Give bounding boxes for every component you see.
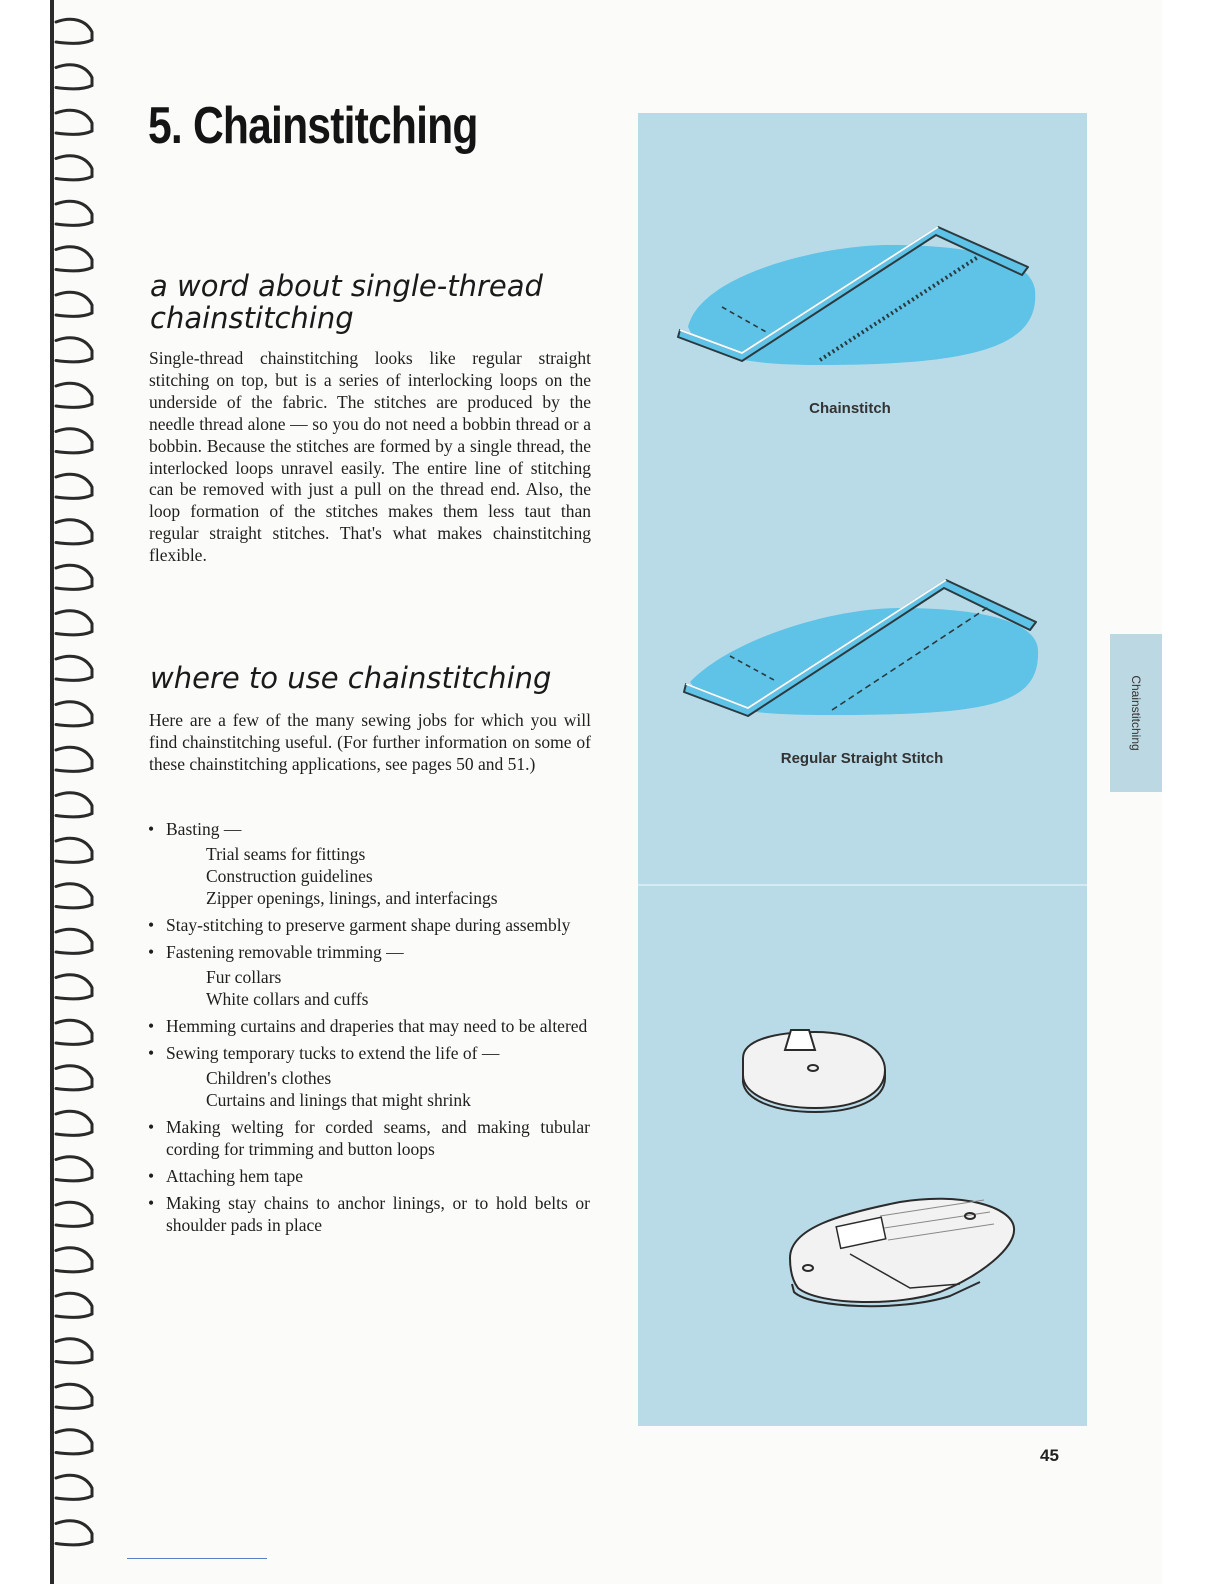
binding-coil	[56, 1157, 92, 1181]
single-thread-paragraph: Single-thread chainstitching looks like regular straight stitching on top, but is a series of interlocking loops on the underside of the fabric. The stitches are produced by the needle thread alone — so you do not need a bobbin thread or a bobbin. Because the stitches are formed by a single thread, the interlocked loops unravel easily. The entire line of stitching can be removed with just a pull on the thread end. Also, the loop formation of the stitches makes them less taut than regular straight stitches. That's what makes chainstitching flexible.	[149, 348, 591, 566]
binding-coil	[56, 1430, 92, 1454]
binding-coil	[56, 975, 92, 999]
binding-coil	[56, 884, 92, 908]
side-tab-label: Chainstitching	[1129, 675, 1143, 751]
chainstitch-illustration	[660, 215, 1060, 375]
binding-coil	[56, 929, 92, 953]
use-sub-item: Fur collars	[206, 967, 282, 987]
use-item	[146, 1192, 590, 1236]
use-sub-item: Construction guidelines	[206, 866, 373, 886]
use-item	[146, 1015, 590, 1037]
binding-coil	[56, 520, 92, 544]
use-item-text: Basting —	[166, 819, 242, 839]
uses-list	[146, 818, 590, 1241]
use-item	[146, 1116, 590, 1160]
where-to-use-intro: Here are a few of the many sewing jobs for which you will find chainstitching useful. (For further information on some of these chainstitching applications, see pages 50 and 51.)	[149, 710, 591, 774]
chainstitch-caption: Chainstitch	[809, 400, 891, 417]
use-item	[146, 941, 590, 1010]
binding-coil	[56, 747, 92, 771]
page-right-margin	[1162, 0, 1224, 1584]
use-item-text: Making stay chains to anchor linings, or to hold belts or shoulder pads in place	[166, 1193, 590, 1235]
binding-coil	[56, 1111, 92, 1135]
binding-coil	[56, 292, 92, 316]
bottom-rule	[127, 1558, 267, 1559]
binding-coil	[56, 247, 92, 271]
use-sub-item: White collars and cuffs	[206, 989, 369, 1009]
use-sub-item: Trial seams for fittings	[206, 844, 366, 864]
spiral-binding	[0, 0, 110, 1584]
heading-line-1: a word about single-thread	[150, 269, 543, 303]
page-number: 45	[1040, 1446, 1059, 1465]
use-item-text: Sewing temporary tucks to extend the life of —	[166, 1043, 500, 1063]
binding-coil	[56, 611, 92, 635]
page-title: 5. Chainstitching	[148, 97, 478, 155]
use-item-text: Fastening removable trimming —	[166, 942, 404, 962]
use-item-text: Hemming curtains and draperies that may need to be altered	[166, 1016, 588, 1036]
section-heading-where-to-use: where to use chainstitching	[150, 661, 552, 695]
binding-coil	[56, 383, 92, 407]
use-item	[146, 818, 590, 909]
binding-coil	[56, 793, 92, 817]
binding-coil	[56, 338, 92, 362]
binding-coil	[56, 1066, 92, 1090]
use-sub-item: Children's clothes	[206, 1068, 332, 1088]
straight-stitch-needle-plate-icon	[780, 1188, 1020, 1318]
chainstitch-needle-plate-icon	[735, 1020, 895, 1120]
binding-coil	[56, 474, 92, 498]
binding-coil	[56, 156, 92, 180]
binding-coil	[56, 65, 92, 89]
binding-coil	[56, 1020, 92, 1044]
panel-divider	[638, 884, 1087, 886]
binding-coil	[56, 110, 92, 134]
use-item	[146, 1165, 590, 1187]
heading-line-2: chainstitching	[150, 301, 354, 335]
binding-coil	[56, 1248, 92, 1272]
section-heading-single-thread	[150, 270, 543, 334]
binding-coil	[56, 19, 92, 43]
use-sub-list	[166, 1067, 590, 1111]
use-item-text: Making welting for corded seams, and making tubular cording for trimming and button loops	[166, 1117, 590, 1159]
use-sub-list	[166, 966, 590, 1010]
use-sub-item: Curtains and linings that might shrink	[206, 1090, 471, 1110]
use-item-text: Stay-stitching to preserve garment shape during assembly	[166, 915, 571, 935]
binding-coil	[56, 201, 92, 225]
chapter-side-tab[interactable]	[1110, 634, 1162, 792]
binding-coil	[56, 1384, 92, 1408]
use-sub-list	[166, 843, 590, 909]
use-item	[146, 914, 590, 936]
use-item-text: Attaching hem tape	[166, 1166, 304, 1186]
binding-coil	[56, 1339, 92, 1363]
binding-coil	[56, 838, 92, 862]
use-sub-item: Zipper openings, linings, and interfacings	[206, 888, 498, 908]
binding-coil	[56, 565, 92, 589]
binding-coil	[56, 656, 92, 680]
binding-coil	[56, 1475, 92, 1499]
binding-coil	[56, 1202, 92, 1226]
straight-stitch-caption: Regular Straight Stitch	[780, 750, 944, 767]
binding-coil	[56, 702, 92, 726]
binding-coil	[56, 1293, 92, 1317]
use-item	[146, 1042, 590, 1111]
binding-coil	[56, 429, 92, 453]
straight-stitch-illustration	[670, 570, 1070, 730]
binding-coil	[56, 1521, 92, 1545]
